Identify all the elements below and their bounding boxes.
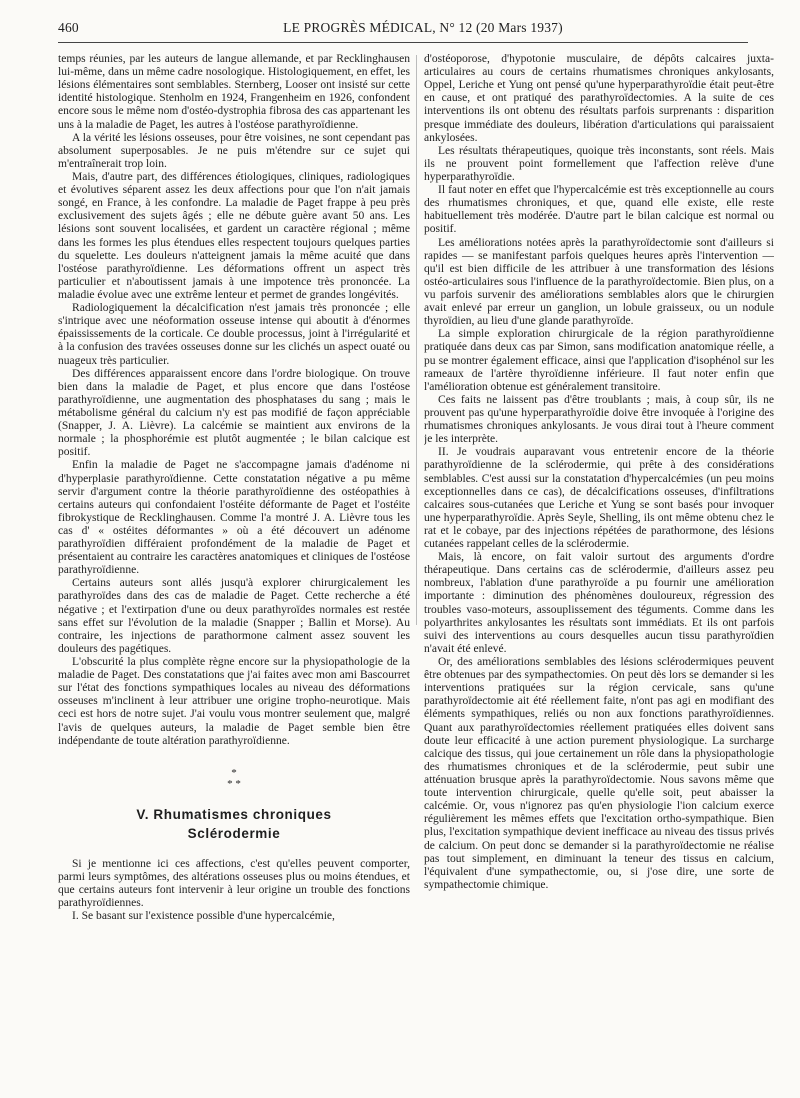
paragraph: Des différences apparaissent encore dans l'ordre biologique. On trouve bien dans la maladie de Paget, et plus encore que dans l'ostéose parathyroïdienne, une augmentation des phosphatases du sang ; mais le métabolisme général du calcium n'y est pas modifié de façon appréciable (Snapper, J. A. Lièvre). La calcémie se maintient aux environs de la normale ; la phosphorémie est plutôt augmentée ; le bilan calcique est positif. [58, 367, 410, 459]
paragraph: Mais, là encore, on fait valoir surtout des arguments d'ordre thérapeutique. Dans certains cas de sclérodermie, d'ailleurs assez peu nombreux, l'ablation d'une parathyroïde a pu fournir une amélioration importante : diminution des phénomènes douloureux, régression des troubles vaso-moteurs, assouplissement des téguments. Comme dans les polyarthrites ankylosantes les résultats sont immédiats. Et ils ont parfois suivi des interventions au cours desquelles aucun tissu parathyroïdien n'avait été enlevé. [424, 551, 774, 655]
paragraph: Mais, d'autre part, des différences étiologiques, cliniques, radiologiques et évolutives séparent assez les deux affections pour que l'on n'ait jamais songé, en France, à les confondre. La maladie de Paget frappe à peu près exclusivement des sujets âgés ; elle ne débute guère avant 50 ans. Les lésions sont souvent localisées, et gardent un caractère régional ; même dans les formes les plus étendues elles respectent toujours quelques parties du squelette. Les douleurs n'atteignent jamais la même acuité que dans l'ostéose parathyroïdienne. Les déformations offrent un aspect très particulier et n'aboutissent jamais à une impotence très prononcée. La maladie évolue avec une extrême lenteur et permet de grandes longévités. [58, 170, 410, 301]
separator-star-top: * [231, 766, 237, 779]
paragraph: Radiologiquement la décalcification n'est jamais très prononcée ; elle s'intrique avec une néoformation osseuse intense qui aboutit à d'énormes épaississements de la corticale. Ce double processus, joint à l'irrégularité et à la confusion des travées osseuses donne sur les clichés un aspect ouaté ou nuageux très particulier. [58, 302, 410, 367]
section-separator [58, 768, 410, 791]
running-title: LE PROGRÈS MÉDICAL, N° 12 (20 Mars 1937) [283, 20, 563, 35]
paragraph: A la vérité les lésions osseuses, pour être voisines, ne sont cependant pas absolument superposables. Je ne puis m'étendre sur ce sujet qui m'entraînerait trop loin. [58, 131, 410, 170]
paragraph: II. Je voudrais auparavant vous entretenir encore de la théorie parathyroïdienne de la sclérodermie, qui prête à des considérations semblables. C'est aussi sur la constatation d'hypercalcémies (un peu moins exceptionnelles dans ce cas), de décalcifications osseuses, d'infiltrations calcaires sous-cutanées que Leriche et Yung se sont basés pour invoquer une hyperparathyroïdie. Après Seyle, Shelling, ils ont même obtenu chez le rat et le cobaye, par des injections répétées de parathormone, des lésions cutanées rappelant celles de la sclérodermie. [424, 446, 774, 551]
paragraph: Ces faits ne laissent pas d'être troublants ; mais, à coup sûr, ils ne prouvent pas qu'une hyperparathyroïdie doive être invoquée à l'origine des rhumatismes chroniques ankylosants. Je vous dirai tout à l'heure comment je les interprète. [424, 393, 774, 446]
paragraph: Certains auteurs sont allés jusqu'à explorer chirurgicalement les parathyroïdes dans des cas de maladie de Paget. Cette recherche a été négative ; et l'extirpation d'une ou deux parathyroïdes normales est restée sans effet sur l'évolution de la maladie (Snapper ; Ballin et Morse). Au contraire, les injections de parathormone calment assez souvent les douleurs des pagétiques. [58, 577, 410, 655]
paragraph: Si je mentionne ici ces affections, c'est qu'elles peuvent comporter, parmi leurs symptômes, des altérations osseuses plus ou moins étendues, et que certains auteurs font intervenir à leur origine un trouble des fonctions parathyroïdiennes. [58, 857, 410, 909]
column-divider [416, 55, 417, 625]
paragraph: Les résultats thérapeutiques, quoique très inconstants, sont réels. Mais ils ne prouvent point formellement que l'affection relève d'une hyperparathyroïdie. [424, 144, 774, 183]
paragraph: L'obscurité la plus complète règne encore sur la physiopathologie de la maladie de Paget. Des constatations que j'ai faites avec mon ami Bascourret sur l'état des fonctions sympathiques locales au niveau des déformations osseuses m'inclinent à leur attribuer une origine tropho-neurotique. Mais ceci est hors de notre sujet. J'ai voulu vous montrer seulement que, malgré l'avis de quelques auteurs, la maladie de Paget semble bien être indépendante de toute altération parathyroïdienne. [58, 656, 410, 747]
paragraph: Or, des améliorations semblables des lésions sclérodermiques peuvent être obtenues par des sympathectomies. On peut dès lors se demander si les interventions pratiquées sur la région cervicale, sans qu'une parathyroïdectomie ait été réellement faite, n'ont pas agi en modifiant des éléments sympathiques, reliés ou non aux fonctions parathyroïdiennes. Quant aux parathyroïdectomies réellement pratiquées elles doivent sans doute leur efficacité à une action purement physiologique. La surcharge calcique des tissus, qui joue certainement un rôle dans la physiopathologie des rhumatismes chroniques et de la sclérodermie, peut subir une atténuation brusque après la parathyroïdectomie. Nous savons même que toute intervention chirurgicale, quelle qu'elle soit, peut abaisser la calcémie. Or, vous n'ignorez pas qu'en physiologie l'ion calcium exerce régulièrement les mêmes effets que l'excitation ortho-sympathique. Bien plus, l'excitation sympathique devient inefficace au niveau des tissus privés de calcium. On peut donc se demander si la parathyroïdectomie ne réalise pas tout simplement, en diminuant la teneur des tissus en calcium, l'équivalent d'une sympathectomie, ou, si j'ose dire, une sorte de sympathectomie chimique. [424, 656, 774, 891]
running-header [58, 20, 748, 43]
right-column [424, 53, 774, 1063]
paragraph: Il faut noter en effet que l'hypercalcémie est très exceptionnelle au cours des rhumatismes chroniques, et que, quand elle existe, elle reste habituellement très modérée. D'autre part le bilan calcique est normal ou positif. [424, 184, 774, 236]
paragraph: d'ostéoporose, d'hypotonie musculaire, de dépôts calcaires juxta-articulaires au cours de certains rhumatismes chroniques ankylosants, Oppel, Leriche et Yung ont pensé qu'une hyperparathyroïdie était peut-être en cause, et ont pratiqué des parathyroïdectomies. A la suite de ces interventions ils ont obtenu des résultats parfois surprenants : disparition presque immédiate des douleurs, libération d'articulations qui paraissaient ankylosées. [424, 53, 774, 144]
page-number: 460 [58, 20, 79, 35]
paragraph: Les améliorations notées après la parathyroïdectomie sont d'ailleurs si rapides — se manifestant parfois quelques heures après l'intervention — qu'il est bien difficile de les attribuer à une transformation des lésions ostéo-articulaires sous l'influence de la parathyroïdectomie. Bien plus, on a vu parfois survenir des améliorations semblables alors que le chirurgien avait enlevé par erreur un ganglion, un lobule graisseux, ou un nodule thyroïdien, au lieu d'une glande parathyroïde. [424, 236, 774, 328]
paragraph: temps réunies, par les auteurs de langue allemande, et par Recklinghausen lui-même, dans un même cadre nosologique. Histologiquement, en effet, les lésions élémentaires sont semblables. Sternberg, Looser ont insisté sur cette identité histologique. Stenholm en 1924, Frangenheim en 1926, confondent encore sous le même nom d'ostéo-dystrophia fibrosa des cas appartenant les uns à la maladie de Paget, les autres à l'ostéose parathyroïdienne. [58, 53, 410, 131]
paragraph: La simple exploration chirurgicale de la région parathyroïdienne pratiquée dans deux cas par Simon, sans modification anatomique réelle, a pu se montrer également efficace, ainsi que l'application d'isophénol sur les rameaux de l'artère thyroïdienne inférieure. Il faut noter enfin que l'amélioration obtenue est généralement transitoire. [424, 328, 774, 393]
paragraph: I. Se basant sur l'existence possible d'une hypercalcémie, [72, 909, 335, 922]
section-subheading: Sclérodermie [187, 826, 281, 842]
left-column [58, 53, 410, 1083]
paragraph: Enfin la maladie de Paget ne s'accompagne jamais d'adénome ni d'hyperplasie parathyroïdienne. Cette constatation négative a pu même servir d'argument contre la théorie parathyroïdienne des ostéopathies à certains auteurs qui confondaient l'ostéite déformante de Paget et l'ostéite fibrokystique de Recklinghausen. Comme l'a montré J. A. Lièvre tous les cas d' « ostéites déformantes » où a été découvert un adénome parathyroïdien différaient profondément de la maladie de Paget et présentaient au contraire les caractères anatomiques et cliniques de l'ostéose parathyroïdienne. [58, 459, 410, 577]
separator-stars-bottom: * * [227, 778, 241, 791]
section-heading: V. Rhumatismes chroniques [136, 806, 332, 822]
